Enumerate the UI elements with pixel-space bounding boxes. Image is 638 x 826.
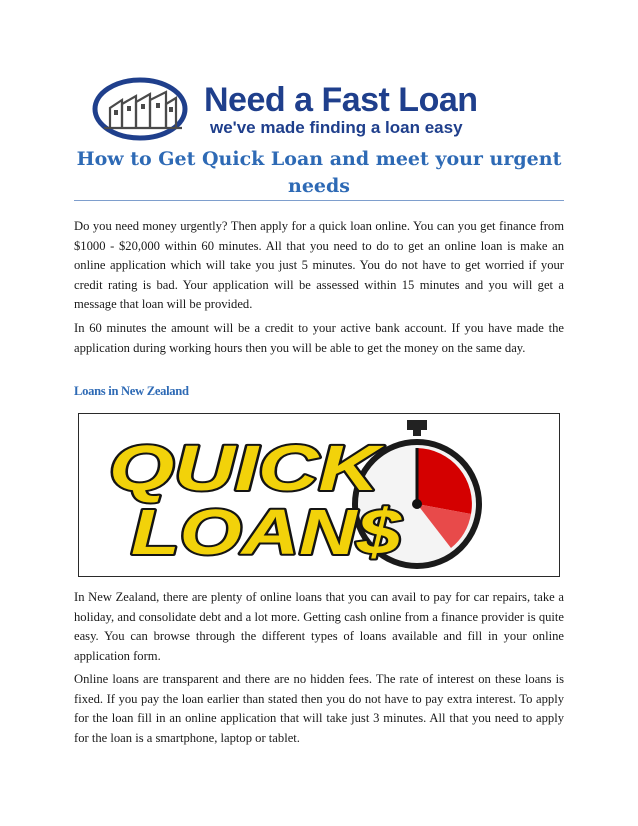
houses-icon [92,76,202,142]
need-a-fast-loan-logo [92,76,562,142]
title-underline [74,200,564,201]
logo-tagline: we've made finding a loan easy [210,118,463,137]
paragraph-transparent-fees: Online loans are transparent and there are no hidden fees. The rate of interest on these loans is fixed. If you pay the loan earlier than stated then you do not have to pay extra interest. To apply for the loan fill in an online application that will take just 3 minutes. All that you need to apply for the loan is a smartphone, laptop or tablet. [74,672,564,745]
banner-loans-text: LOAN$ [131,496,403,568]
logo-brand-name: Need a Fast Loan [204,81,478,119]
banner-quick-text: QUICK [109,432,386,504]
quick-loans-banner-image [78,413,560,577]
section-heading: Loans in New Zealand [74,384,189,398]
paragraph-new-zealand: In New Zealand, there are plenty of online loans that you can avail to pay for car repairs, take a holiday, and consolidate debt and a lot more. Getting cash online from a finance provider is quite easy. You can browse through the different types of loans available and fill in your online application form. [74,590,564,663]
page-title: How to Get Quick Loan and meet your urgent needs [76,148,562,197]
paragraph-intro: Do you need money urgently? Then apply for a quick loan online. You can you get finance from $1000 - $20,000 within 60 minutes. All that you need to do to get an online loan is make an online application which will take you just 5 minutes. You do not have to get worried if your credit rating is bad. Your application will be assessed within 15 minutes and you will get a message that loan will be provided. [74,219,564,312]
paragraph-same-day: In 60 minutes the amount will be a credit to your active bank account. If you have made the application during working hours then you will be able to get the money on the same day. [74,321,564,355]
